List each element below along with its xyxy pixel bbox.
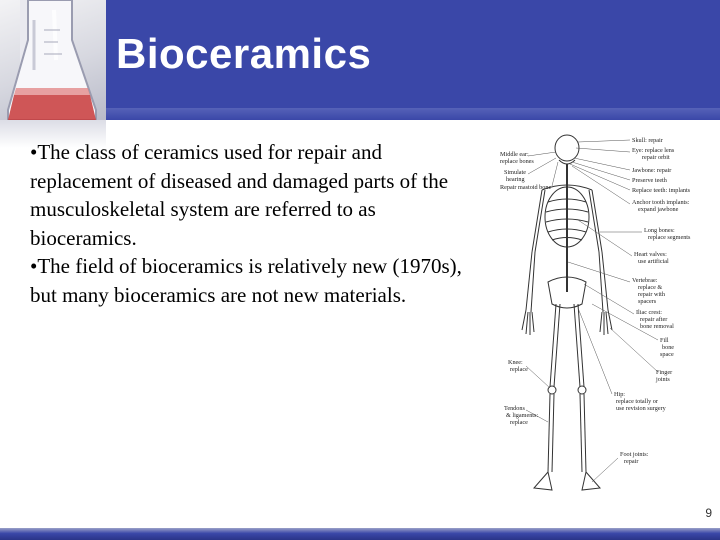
- label-simulate: Simulate: [504, 169, 526, 176]
- flask-icon: [0, 0, 106, 120]
- label-eye: Eye: replace lens: [632, 147, 675, 154]
- label-jawbone: Jawbone: repair: [632, 167, 672, 174]
- label-anchor-implants: Anchor tooth implants:: [632, 199, 690, 206]
- label-skull: Skull: repair: [632, 137, 663, 144]
- label-vertebrae-2: replace &: [638, 284, 663, 291]
- label-heart-valves-2: use artificial: [638, 258, 669, 265]
- bullet-item-2: •The field of bioceramics is relatively new (1970s), but many bioceramics are not new materials.: [30, 254, 462, 307]
- label-long-bones: Long bones:: [644, 227, 675, 234]
- label-tendons-2: & ligaments:: [506, 412, 539, 419]
- label-hip-2: replace totally or: [616, 398, 658, 405]
- label-simulate-2: hearing: [506, 176, 525, 183]
- label-vertebrae-4: spacers: [638, 298, 657, 305]
- skeleton-diagram: [492, 132, 714, 502]
- label-hip: Hip:: [614, 391, 626, 398]
- label-fill-3: space: [660, 351, 674, 358]
- title-bar-stripe: [0, 108, 720, 120]
- bullet-list: [30, 138, 470, 309]
- flask-photo: [0, 0, 106, 120]
- label-vertebrae-3: repair with: [638, 291, 665, 298]
- skull-shape: [555, 135, 579, 161]
- label-hip-3: use revision surgery: [616, 405, 666, 412]
- label-middle-ear: Middle ear:: [500, 151, 529, 158]
- label-tendons-3: replace: [510, 419, 528, 426]
- label-mastoid: Repair mastoid bone: [500, 184, 552, 191]
- label-tendons: Tendons: [504, 405, 525, 412]
- label-fill-2: bone: [662, 344, 675, 351]
- label-middle-ear-2: replace bones: [500, 158, 534, 165]
- label-iliac-crest: Iliac crest:: [636, 309, 662, 316]
- label-iliac-crest-3: bone removal: [640, 323, 674, 330]
- footer-bar: [0, 528, 720, 540]
- label-finger: Finger: [656, 369, 673, 376]
- label-iliac-crest-2: repair after: [640, 316, 668, 323]
- label-eye-2: repair orbit: [642, 154, 670, 161]
- label-finger-2: joints: [656, 376, 670, 383]
- label-anchor-implants-2: expand jawbone: [638, 206, 679, 213]
- bullet-item-1: •The class of ceramics used for repair and replacement of diseased and damaged parts of the musculoskeletal system are referred to as bioceramics.: [30, 140, 449, 250]
- label-foot: Foot joints:: [620, 451, 649, 458]
- label-preserve-teeth: Preserve teeth: [632, 177, 667, 184]
- label-long-bones-2: replace segments: [648, 234, 691, 241]
- label-heart-valves: Heart valves:: [634, 251, 667, 258]
- label-knee: Knee:: [508, 359, 523, 366]
- figure-labels-left: [500, 151, 551, 426]
- page-number: 9: [705, 506, 712, 520]
- slide-title: Bioceramics: [116, 30, 372, 77]
- label-vertebrae: Vertebrae:: [632, 277, 658, 284]
- label-fill: Fill: [660, 337, 669, 344]
- label-knee-2: replace: [510, 366, 528, 373]
- label-foot-2: repair: [624, 458, 639, 465]
- figure-labels-right: [614, 137, 691, 465]
- label-replace-teeth: Replace teeth: implants: [632, 187, 691, 194]
